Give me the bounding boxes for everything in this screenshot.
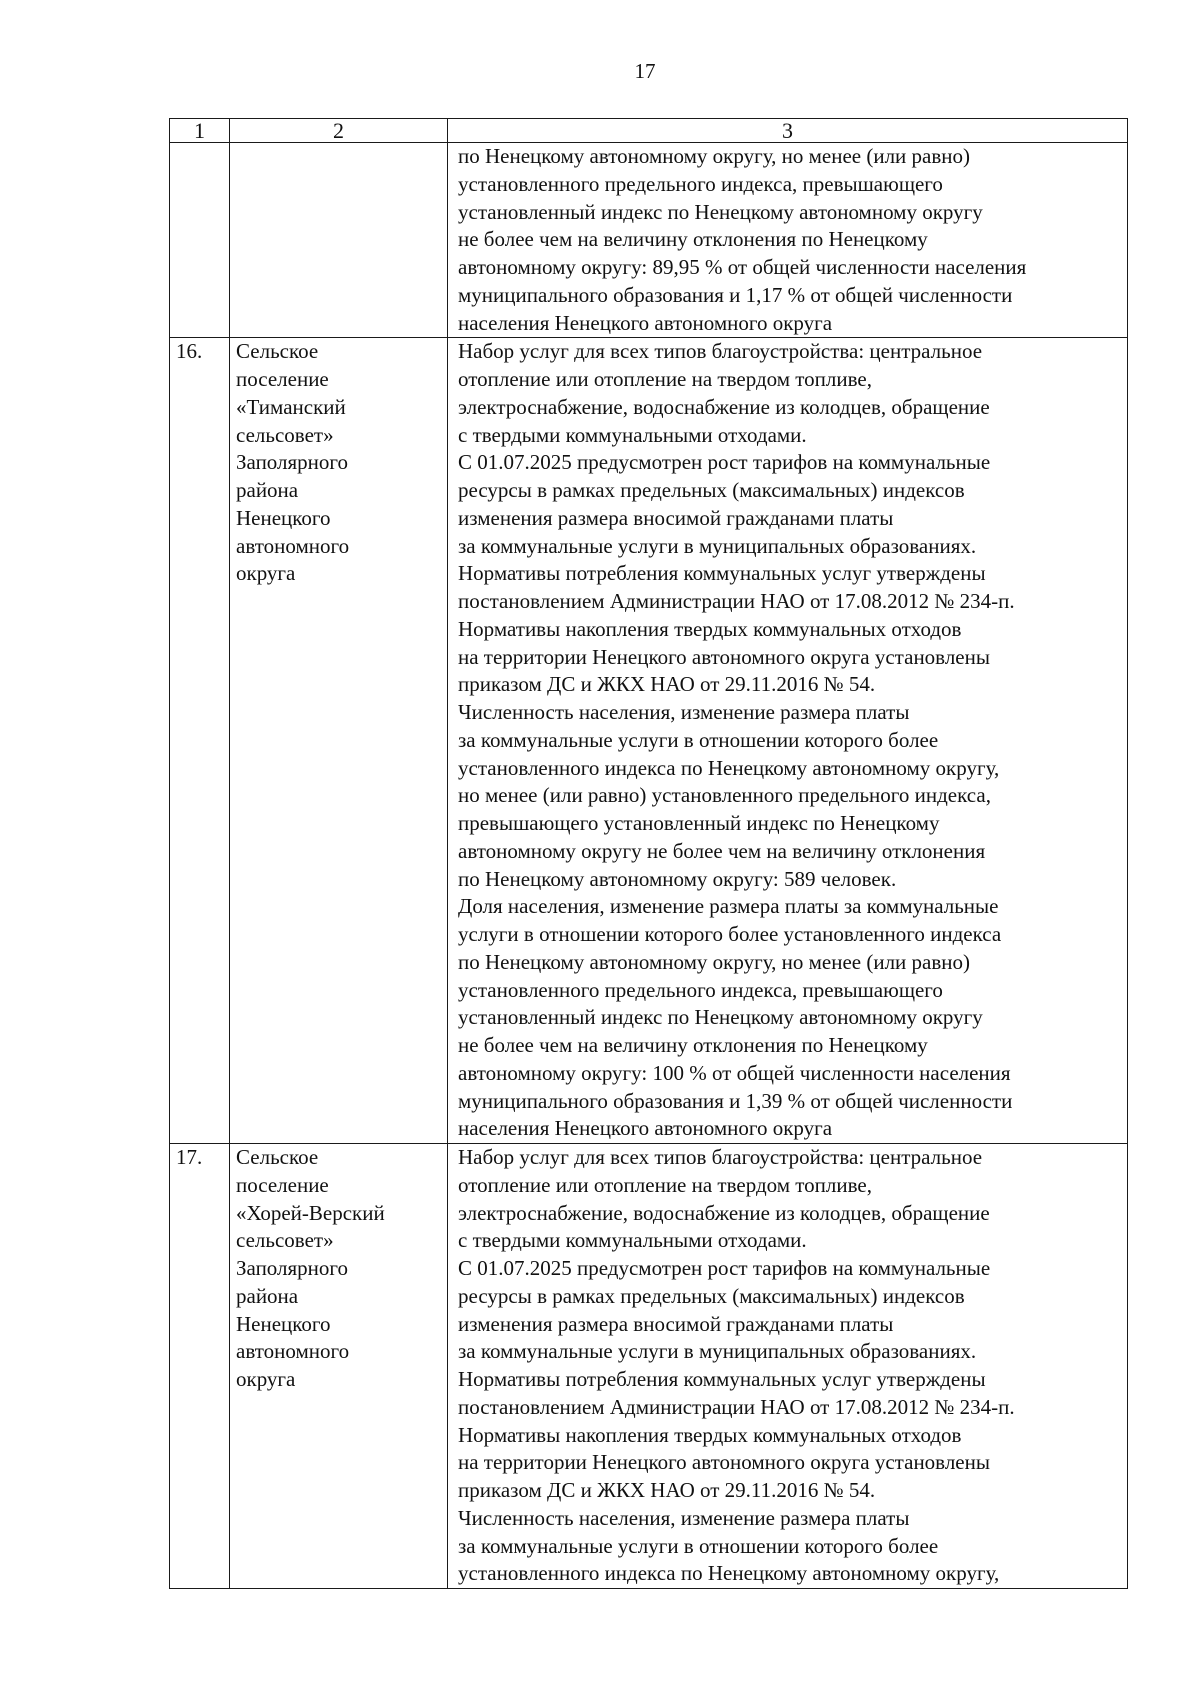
description-line: ресурсы в рамках предельных (максимальных) индексов (458, 1283, 965, 1308)
description-line: постановлением Администрации НАО от 17.08.2012 № 234-п. (458, 1394, 1015, 1419)
description-line: не более чем на величину отклонения по Ненецкому (458, 1033, 928, 1057)
description-line: Нормативы накопления твердых коммунальных отходов (458, 616, 962, 641)
description-line: С 01.07.2025 предусмотрен рост тарифов на коммунальные (458, 450, 991, 475)
table-row (170, 1144, 1128, 1589)
description-line: Нормативы потребления коммунальных услуг утверждены (458, 1367, 986, 1391)
description-line: изменения размера вносимой гражданами платы (458, 1311, 894, 1336)
municipality-name-line: автономного (236, 1339, 350, 1364)
municipality-name-line: Ненецкого (236, 505, 331, 530)
description-cell (448, 143, 1128, 338)
municipality-name-line: Сельское (236, 1145, 319, 1169)
municipality-name-line: округа (236, 561, 296, 586)
description-line: за коммунальные услуги в муниципальных образованиях. (458, 1339, 977, 1364)
description-line: автономному округу: 89,95 % от общей численности населения (458, 255, 1027, 279)
description-line: населения Ненецкого автономного округа (458, 310, 833, 335)
description-line: превышающего установленный индекс по Ненецкому (458, 811, 940, 835)
description-line: на территории Ненецкого автономного округа установлены (458, 644, 990, 669)
description-line: населения Ненецкого автономного округа (458, 1116, 833, 1141)
description-line: по Ненецкому автономному округу, но менее (или равно) (458, 949, 970, 974)
column-header-2: 2 (230, 119, 448, 143)
description-cell (448, 338, 1128, 1144)
table-body (170, 119, 1128, 1589)
municipality-name-line: Ненецкого (236, 1311, 331, 1336)
municipality-name-line: района (236, 478, 299, 502)
description-line: Нормативы накопления твердых коммунальных отходов (458, 1422, 962, 1447)
description-line: Набор услуг для всех типов благоустройства: центральное (458, 1145, 983, 1169)
municipality-name-line: сельсовет» (236, 1228, 334, 1253)
description-line: установленного индекса по Ненецкому автономному округу, (458, 1561, 1000, 1586)
municipality-name-line: Заполярного (236, 450, 348, 475)
description-line: Численность населения, изменение размера платы (458, 700, 910, 724)
description-line: установленный индекс по Ненецкому автономному округу (458, 1005, 983, 1030)
description-line: с твердыми коммунальными отходами. (458, 422, 807, 447)
municipality-name-line: поселение (236, 367, 329, 391)
tariff-table (169, 118, 1128, 1589)
description-line: Нормативы потребления коммунальных услуг утверждены (458, 561, 986, 586)
row-number: 17. (176, 1145, 203, 1169)
description-line: приказом ДС и ЖКХ НАО от 29.11.2016 № 54. (458, 672, 876, 697)
description-line: Доля населения, изменение размера платы за коммунальные (458, 894, 999, 919)
description-line: за коммунальные услуги в отношении которого более (458, 727, 939, 752)
description-line: автономному округу: 100 % от общей численности населения (458, 1060, 1011, 1085)
description-line: отопление или отопление на твердом топливе, (458, 367, 872, 391)
municipality-cell (230, 143, 448, 338)
municipality-name-line: «Хорей-Верский (236, 1200, 385, 1225)
description-line: установленный индекс по Ненецкому автономному округу (458, 199, 983, 224)
municipality-name-line: района (236, 1283, 299, 1308)
description-line: но менее (или равно) установленного предельного индекса, (458, 783, 991, 808)
description-line: Набор услуг для всех типов благоустройства: центральное (458, 339, 983, 364)
description-line: электроснабжение, водоснабжение из колодцев, обращение (458, 394, 990, 419)
column-header-1: 1 (170, 119, 230, 143)
description-line: не более чем на величину отклонения по Ненецкому (458, 227, 928, 252)
municipality-name-line: округа (236, 1367, 296, 1391)
description-line: С 01.07.2025 предусмотрен рост тарифов на коммунальные (458, 1256, 991, 1280)
municipality-cell (230, 1144, 448, 1589)
column-header-3: 3 (448, 119, 1128, 143)
description-line: изменения размера вносимой гражданами платы (458, 505, 894, 530)
municipality-cell (230, 338, 448, 1144)
description-line: с твердыми коммунальными отходами. (458, 1228, 807, 1253)
description-line: электроснабжение, водоснабжение из колодцев, обращение (458, 1200, 990, 1225)
municipality-name-line: поселение (236, 1172, 329, 1197)
description-cell (448, 1144, 1128, 1589)
description-line: автономному округу не более чем на величину отклонения (458, 838, 986, 863)
table-row (170, 338, 1128, 1144)
page-number: 17 (634, 59, 656, 83)
municipality-name-line: «Тиманский (236, 394, 346, 419)
description-line: отопление или отопление на твердом топливе, (458, 1172, 872, 1197)
description-line: по Ненецкому автономному округу, но менее (или равно) (458, 144, 970, 168)
description-line: муниципального образования и 1,17 % от общей численности (458, 282, 1013, 307)
row-number-cell (170, 1144, 230, 1589)
table-header-row (170, 119, 1128, 143)
description-line: установленного предельного индекса, превышающего (458, 171, 943, 196)
description-line: постановлением Администрации НАО от 17.08.2012 № 234-п. (458, 589, 1015, 613)
municipality-name-line: Сельское (236, 339, 319, 364)
row-number: 16. (176, 339, 203, 364)
municipality-name-line: сельсовет» (236, 422, 334, 447)
description-line: муниципального образования и 1,39 % от общей численности (458, 1088, 1013, 1113)
municipality-name-line: Заполярного (236, 1256, 348, 1280)
description-line: на территории Ненецкого автономного округа установлены (458, 1450, 990, 1475)
description-line: услуги в отношении которого более установленного индекса (458, 922, 1002, 946)
row-number-cell (170, 143, 230, 338)
description-line: приказом ДС и ЖКХ НАО от 29.11.2016 № 54. (458, 1478, 876, 1502)
description-line: за коммунальные услуги в муниципальных образованиях. (458, 533, 977, 558)
description-line: по Ненецкому автономному округу: 589 человек. (458, 866, 897, 891)
municipality-name-line: автономного (236, 533, 350, 558)
table-row (170, 143, 1128, 338)
description-line: ресурсы в рамках предельных (максимальных) индексов (458, 478, 965, 502)
description-line: за коммунальные услуги в отношении которого более (458, 1533, 939, 1558)
description-line: установленного индекса по Ненецкому автономному округу, (458, 755, 1000, 780)
description-line: Численность населения, изменение размера платы (458, 1505, 910, 1530)
description-line: установленного предельного индекса, превышающего (458, 977, 943, 1002)
row-number-cell (170, 338, 230, 1144)
